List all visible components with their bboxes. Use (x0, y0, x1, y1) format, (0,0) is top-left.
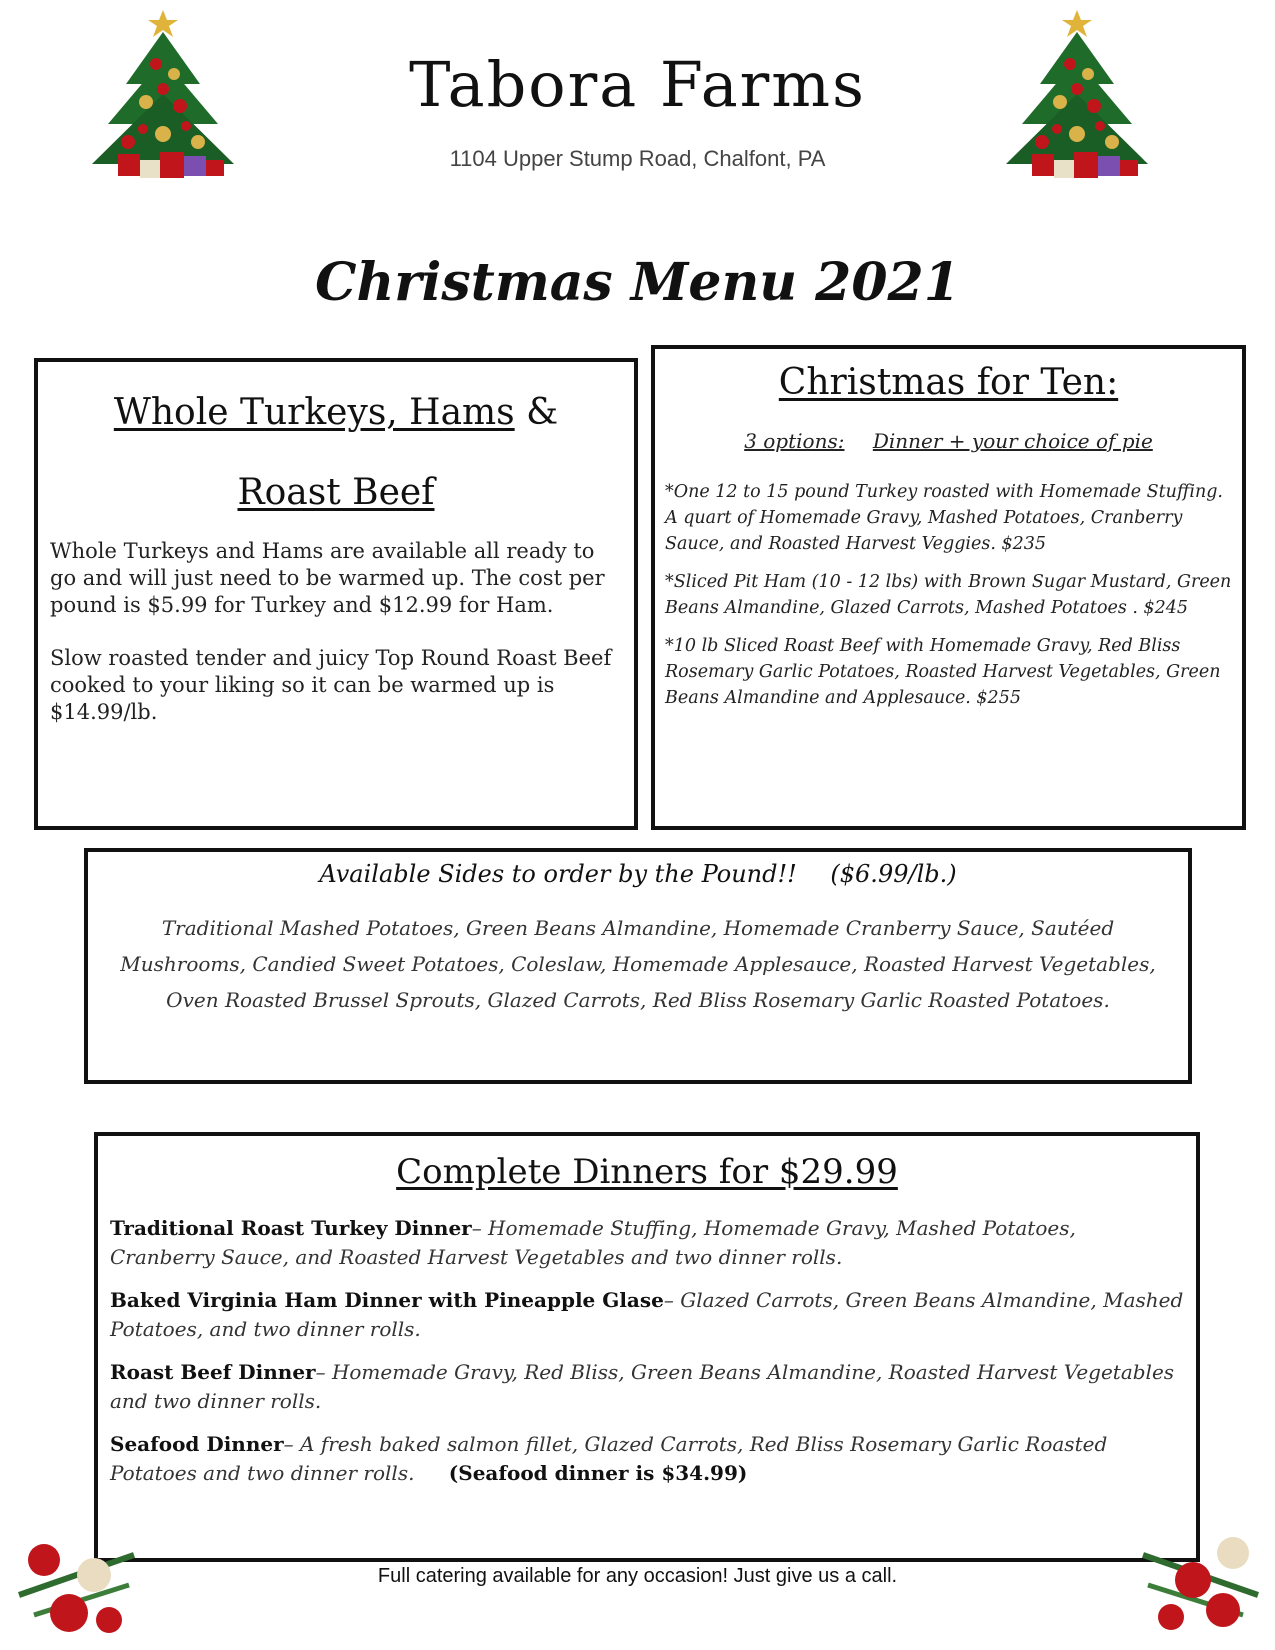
dinner-item: Roast Beef Dinner– Homemade Gravy, Red Bliss, Green Beans Almandine, Roasted Harvest Vegetables and two dinner rolls. (110, 1360, 1175, 1413)
option-ham: *Sliced Pit Ham (10 - 12 lbs) with Brown Sugar Mustard, Green Beans Almandine, Glazed Carrots, Mashed Potatoes . $245 (665, 572, 1232, 618)
complete-dinners-section (94, 1132, 1200, 1562)
christmas-for-ten-heading: Christmas for Ten: (778, 362, 1119, 403)
roast-beef-heading: Roast Beef (237, 472, 435, 513)
roast-beef-description: Slow roasted tender and juicy Top Round Roast Beef cooked to your liking so it can be warmed up is $14.99/lb. (50, 646, 612, 724)
option-roast-beef: *10 lb Sliced Roast Beef with Homemade Gravy, Red Bliss Rosemary Garlic Potatoes, Roasted Harvest Vegetables, Green Beans Almandine and Applesauce. $255 (665, 636, 1221, 708)
whole-meats-description: Whole Turkeys and Hams are available all ready to go and will just need to be warmed up. The cost per pound is $5.99 for Turkey and $12.99 for Ham. (50, 539, 605, 617)
footer-note: Full catering available for any occasion! Just give us a call. (377, 1565, 898, 1587)
whole-meats-section (34, 358, 638, 830)
option-turkey: *One 12 to 15 pound Turkey roasted with Homemade Stuffing. A quart of Homemade Gravy, Mashed Potatoes, Cranberry Sauce, and Roasted Harvest Veggies. $235 (665, 482, 1223, 554)
options-line: 3 options: Dinner + your choice of pie (744, 429, 1153, 453)
sides-list: Traditional Mashed Potatoes, Green Beans Almandine, Homemade Cranberry Sauce, Sautéed Mushrooms, Candied Sweet Potatoes, Coleslaw, Homemade Applesauce, Roasted Harvest Vegetables, Oven Roasted Brussel Sprouts, Glazed Carrots, Red Bliss Rosemary Garlic Roasted Potatoes. (120, 916, 1156, 1012)
sides-heading: Available Sides to order by the Pound!! ($6.99/lb.) (319, 860, 957, 888)
dinner-item: Baked Virginia Ham Dinner with Pineapple Glase– Glazed Carrots, Green Beans Almandine, Mashed Potatoes, and two dinner rolls. (110, 1288, 1184, 1341)
dinner-item: Seafood Dinner– A fresh baked salmon fillet, Glazed Carrots, Red Bliss Rosemary Garlic Roasted Potatoes and two dinner rolls. (Seafood dinner is $34.99) (110, 1432, 1108, 1485)
whole-meats-heading: Whole Turkeys, Hams & (113, 392, 559, 433)
sides-section (84, 848, 1192, 1084)
address: 1104 Upper Stump Road, Chalfont, PA (449, 146, 826, 171)
page-title: Tabora Farms (409, 48, 866, 121)
christmas-for-ten-section (651, 345, 1246, 830)
menu-title: Christmas Menu 2021 (315, 252, 960, 313)
dinner-item: Traditional Roast Turkey Dinner– Homemade Stuffing, Homemade Gravy, Mashed Potatoes, Cranberry Sauce, and Roasted Harvest Vegetables and two dinner rolls. (110, 1216, 1076, 1269)
complete-dinners-heading: Complete Dinners for $29.99 (396, 1152, 898, 1192)
